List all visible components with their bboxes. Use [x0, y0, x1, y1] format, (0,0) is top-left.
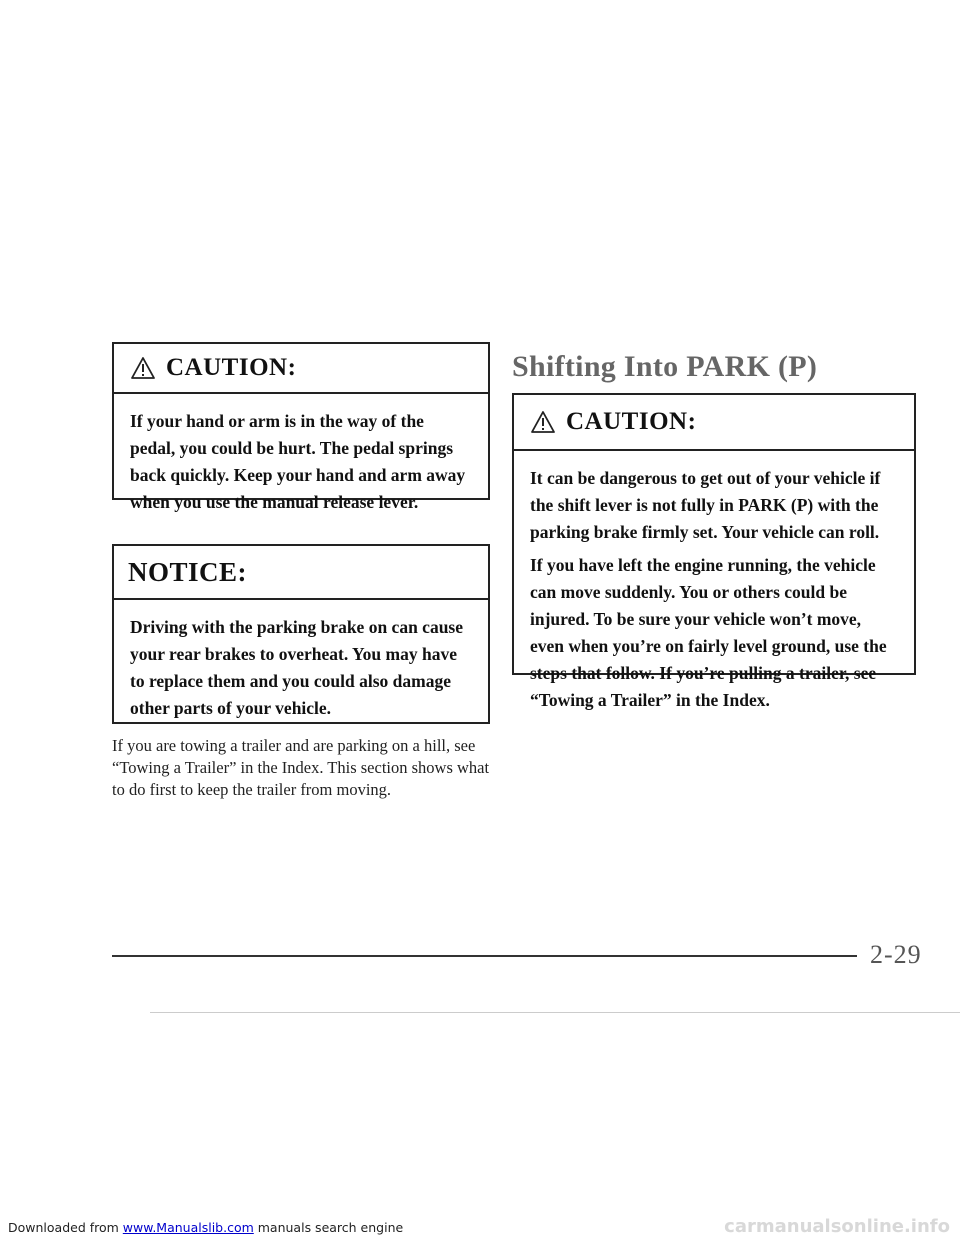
notice-title: NOTICE: — [128, 556, 248, 587]
caution-box-park — [512, 393, 916, 710]
caution-title: CAUTION: — [166, 354, 297, 381]
banner-suffix: manuals search engine — [253, 1220, 404, 1235]
caution-title: CAUTION: — [566, 408, 697, 435]
watermark: carmanualsonline.info — [724, 1216, 950, 1237]
footer-rule — [112, 955, 857, 957]
caution-box-pedal — [112, 342, 490, 512]
caution-paragraph-2: If you have left the engine running, the vehicle can move suddenly. You or others could be injured. To be sure your vehicle won’t move, even when you’re on fairly level ground, use the steps that follow. If you’re pulling a trailer, see “Towing a Trailer” in the Index. — [530, 555, 887, 710]
divider — [150, 1012, 960, 1013]
section-heading: Shifting Into PARK (P) — [512, 350, 818, 383]
page-number: 2-29 — [870, 940, 922, 969]
caution-header — [514, 395, 914, 451]
warning-triangle-icon — [530, 410, 556, 434]
caution-header — [114, 344, 488, 394]
notice-header — [114, 546, 488, 600]
towing-paragraph: If you are towing a trailer and are parking on a hill, see “Towing a Trailer” in the Index. This section shows what to do first to keep the trailer from moving. — [112, 736, 490, 799]
manualslib-link[interactable]: www.Manualslib.com — [122, 1220, 254, 1235]
caution-paragraph-1: It can be dangerous to get out of your vehicle if the shift lever is not fully in PARK (P) with the parking brake firmly set. Your vehicle can roll. — [530, 468, 881, 542]
warning-triangle-icon — [130, 356, 156, 380]
notice-text: Driving with the parking brake on can cause your rear brakes to overheat. You may have to replace them and you could also damage other parts of your vehicle. — [130, 617, 464, 718]
caution-text: If your hand or arm is in the way of the pedal, you could be hurt. The pedal springs back quickly. Keep your hand and arm away when you use the manual release lever. — [130, 411, 466, 512]
notice-box — [112, 544, 490, 724]
banner-prefix: Downloaded from — [8, 1220, 123, 1235]
download-banner — [8, 1220, 403, 1235]
